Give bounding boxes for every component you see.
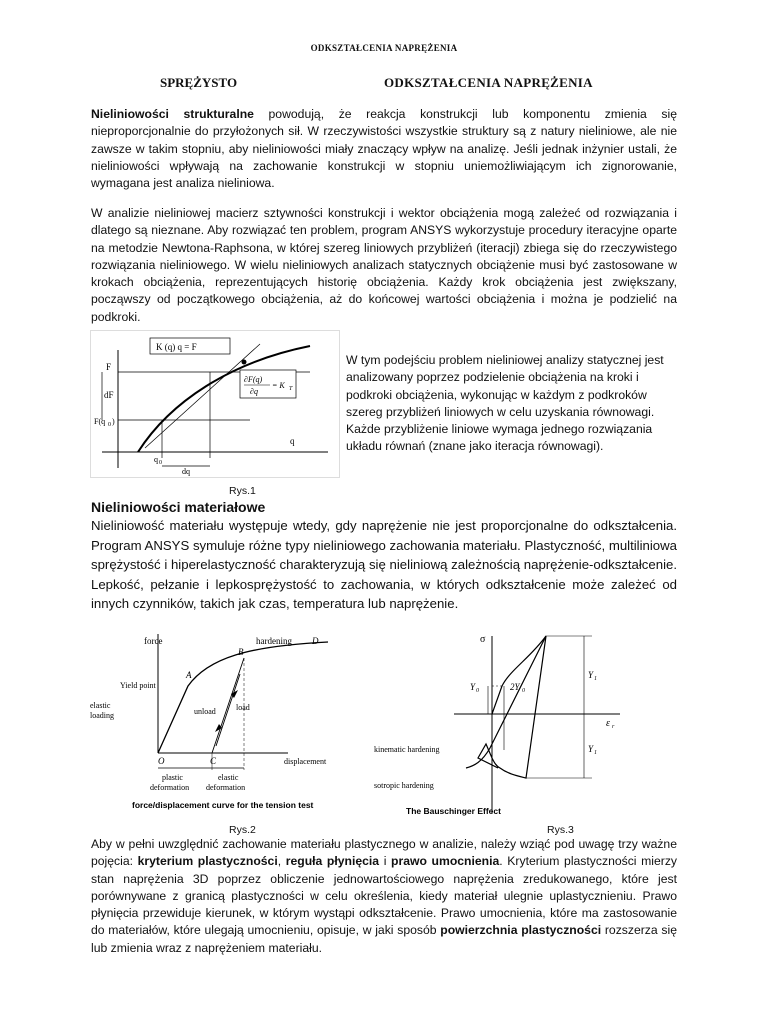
fig1-kt-label: = K xyxy=(272,381,285,390)
title-left: SPRĘŻYSTO xyxy=(160,75,238,90)
fig1-Fq0-label: F(q xyxy=(94,417,106,426)
material-heading: Nieliniowości materiałowe xyxy=(91,499,266,515)
material-paragraph: Nieliniowość materiału występuje wtedy, gdy naprężenie nie jest proporcjonalne do odkształcenia. Program ANSYS symuluje różne typy nieliniowego zachowania materiału. Plastyczność, multiliniowa sprężystość i hiperelastyczność charakteryzują się nieliniową zależnością naprężenie-odkształcenie. Lepkość, pełzanie i lepkosprężystość to zachowania, w których odkształcenie może zależeć od innych czynników, takich jak czas, temperatura lub naprężenie. xyxy=(91,518,677,612)
final-bold-yield-surface: powierzchnia plastyczności xyxy=(440,923,602,938)
fig3-2Y0-label: 2Y xyxy=(510,682,520,692)
fig2-load-label: load xyxy=(236,703,250,712)
svg-text:0: 0 xyxy=(159,460,162,466)
fig1-point xyxy=(242,360,247,365)
final-bold-hardening-law: prawo umocnienia xyxy=(391,854,500,869)
fig2-B-label: B xyxy=(238,647,244,657)
final-bold-yield-criterion: kryterium plastyczności xyxy=(137,854,278,869)
svg-text:0: 0 xyxy=(108,422,111,428)
fig3-isotropic-label: sotropic hardening xyxy=(374,781,434,790)
fig2-unload-label: unload xyxy=(194,707,216,716)
fig1-dq-label: dq xyxy=(182,467,190,476)
fig2-hardening-label: hardening xyxy=(256,636,292,646)
fig1-q0-label: q xyxy=(154,455,158,464)
fig2-elastic-1: elastic xyxy=(218,773,239,782)
final-text-1: Aby w pełni uwzględnić zachowanie materiału plastycznego w analizie, należy wziąć pod uwagę trzy ważne pojęcia: xyxy=(91,837,677,869)
fig3-sigma-label: σ xyxy=(480,634,486,645)
figure-2-force-displacement xyxy=(88,628,354,820)
fig2-elastic-2: deformation xyxy=(206,783,246,792)
fig2-elastic-loading-1: elastic xyxy=(90,701,111,710)
svg-text:r: r xyxy=(612,724,615,730)
fig3-kinematic-label: kinematic hardening xyxy=(374,745,440,754)
fig3-subtitle: The Bauschinger Effect xyxy=(406,806,501,816)
final-text-4: . Kryterium plastyczności mierzy stan naprężenia 3D poprzez obliczenie jednowartościowego naprężenia zredukowanego, które jest porównywane z granicą plastyczności w celu określenia, kiedy materiał ulegnie uplastycznieniu. Prawo płynięcia przewiduje kierunek, w którym wystąpi odkształcenie. Prawo umocnienia, które ma zastosowanie do materiałów, które ulegają umocnieniu, opisuje, w jaki sposób xyxy=(91,854,678,938)
fig3-Y0-label: Y xyxy=(470,682,476,692)
fig1-q-label: q xyxy=(290,436,295,446)
fig2-displacement-label: displacement xyxy=(284,757,327,766)
fig3-caption: Rys.3 xyxy=(547,824,574,836)
svg-text:0: 0 xyxy=(522,688,525,694)
fig1-side-text: W tym podejściu problem nieliniowej analizy statycznej jest analizowany poprzez podzielenie obciążenia na kroki i podkroki obciążenia, wykonując w każdym z podkroków szereg przybliżeń liniowych w celu uzyskania równowagi. Każde przybliżenie liniowe wymaga jednego rozwiązania układu równań (znane jako iteracja równowagi). xyxy=(346,353,664,454)
final-text-2: , xyxy=(277,854,286,869)
fig1-dF-label: dF xyxy=(104,390,114,400)
fig2-force-label: force xyxy=(144,636,163,646)
final-text-5: rozszerza się lub zmienia wraz z naprężeniem materiału. xyxy=(91,923,677,955)
fig1-F-label: F xyxy=(106,362,112,372)
intro-bold: Nieliniowości strukturalne xyxy=(91,107,254,121)
intro-rest: powodują, że reakcja konstrukcji lub komponentu zmienia się nieproporcjonalnie do przyłożonych sił. W rzeczywistości wszystkie struktury są z natury nieliniowe, ale nie zawsze w takim stopniu, aby nieliniowości miały znaczący wpływ na analizę. Jeśli jednak inżynier ustali, że nieliniowości wpływają na zachowanie konstrukcji w stopniu uniemożliwiającym ich zignorowanie, wymagana jest analiza nieliniowa. xyxy=(91,107,677,191)
title-right: ODKSZTAŁCENIA NAPRĘŻENIA xyxy=(384,75,593,90)
final-text-3: i xyxy=(379,854,392,869)
svg-text:0: 0 xyxy=(476,688,479,694)
fig2-plastic-2: deformation xyxy=(150,783,190,792)
newton-raphson-paragraph: W analizie nieliniowej macierz sztywności konstrukcji i wektor obciążenia mogą zależeć od rozwiązania i dlatego są nieznane. Aby rozwiązać ten problem, program ANSYS wykorzystuje procedury iteracyjne oparte na metodzie Newtona-Raphsona, w której szereg liniowych przybliżeń (iteracji) zbiega się do rzeczywistego rozwiązania nieliniowego. W wielu nieliniowych analizach statycznych obciążenie musi być zastosowane w krokach obciążenia, reprezentujących historię obciążenia. Każdy krok obciążenia jest zwiększany, począwszy od początkowego obciążenia, aż do końcowej wartości obciążenia i można je podzielić na podkroki. xyxy=(91,206,677,324)
svg-text:1: 1 xyxy=(594,676,597,682)
svg-text:∂q: ∂q xyxy=(250,387,258,396)
figure-1-newton-raphson xyxy=(90,330,340,478)
final-bold-flow-rule: reguła płynięcia xyxy=(285,854,380,869)
figure-3-bauschinger xyxy=(370,628,624,820)
intro-paragraph xyxy=(91,106,677,192)
fig2-C-label: C xyxy=(210,756,217,766)
fig2-elastic-loading-2: loading xyxy=(90,711,114,720)
fig1-kq-label: K (q) q = F xyxy=(156,342,197,352)
fig1-dfdq: ∂F(q) xyxy=(244,375,263,384)
fig3-eps-label: ε xyxy=(606,718,610,729)
svg-text:1: 1 xyxy=(594,750,597,756)
running-header: ODKSZTAŁCENIA NAPRĘŻENIA xyxy=(310,43,458,53)
fig2-caption: Rys.2 xyxy=(229,824,256,836)
fig3-Y1-bottom-label: Y xyxy=(588,744,594,754)
fig2-yield-label: Yield point xyxy=(120,681,156,690)
fig2-plastic-1: plastic xyxy=(162,773,183,782)
svg-text:T: T xyxy=(289,386,293,392)
fig2-A-label: A xyxy=(186,670,192,680)
fig2-O-label: O xyxy=(158,756,165,766)
fig2-D-label: D xyxy=(312,636,319,646)
fig2-subtitle: force/displacement curve for the tension test xyxy=(132,800,314,810)
fig1-caption: Rys.1 xyxy=(229,485,256,497)
final-paragraph xyxy=(91,836,677,957)
fig3-Y1-top-label: Y xyxy=(588,670,594,680)
fig2-curve xyxy=(158,642,328,753)
svg-text:): ) xyxy=(112,417,115,426)
